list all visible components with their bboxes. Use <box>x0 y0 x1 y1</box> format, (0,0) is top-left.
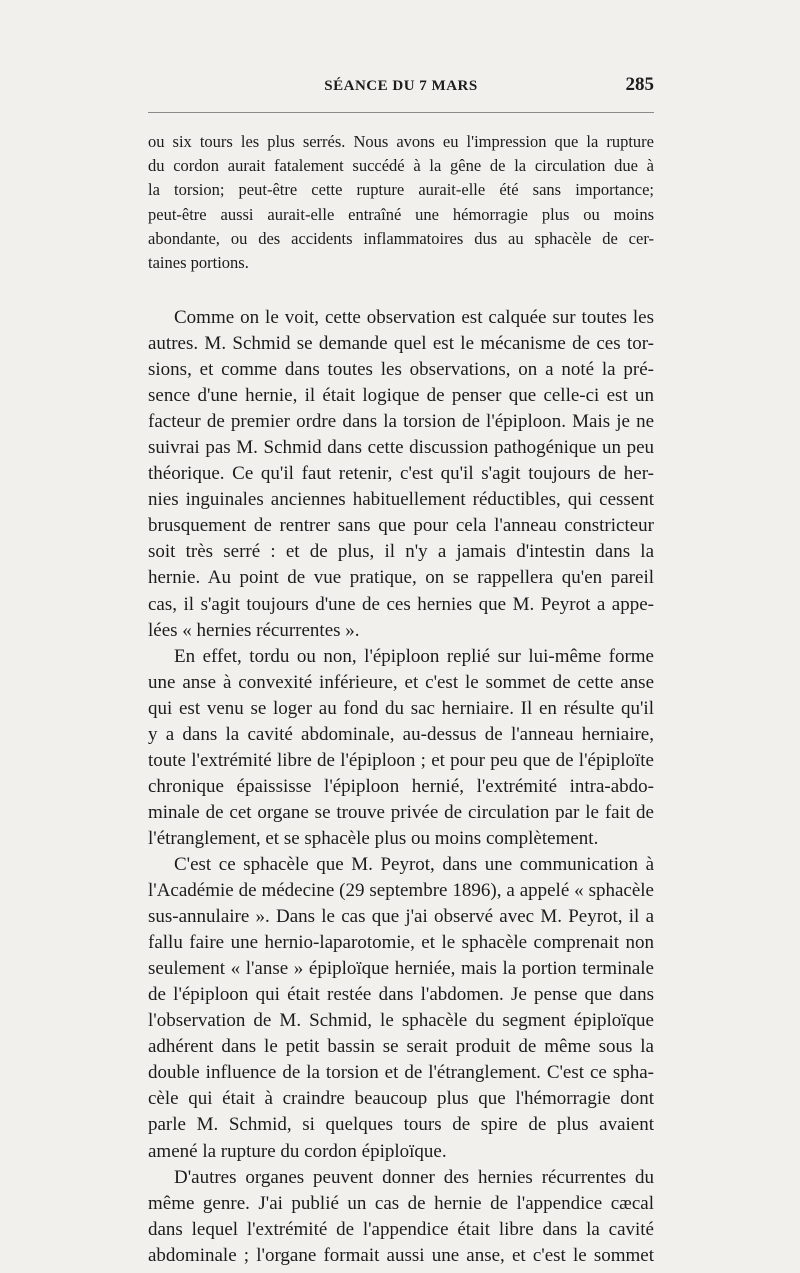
text-line: sions, et comme dans toutes les observations, on a noté la pré- <box>148 359 654 381</box>
text-line: cas, il s'agit toujours d'une de ces hernies que M. Peyrot a appe- <box>148 593 654 615</box>
text-line: toute l'extrémité libre de l'épiploon ; et pour peu que de l'épiploïte <box>148 749 654 771</box>
text-line: suivrai pas M. Schmid dans cette discussion pathogénique un peu <box>148 437 654 459</box>
text-line: adhérent dans le petit bassin se serait produit de même sous la <box>148 1036 654 1058</box>
small-print-paragraph <box>148 130 654 275</box>
text-line: peut-être aussi aurait-elle entraîné une hémorragie plus ou moins <box>148 204 654 224</box>
paragraph-1 <box>148 305 654 644</box>
text-line: théorique. Ce qu'il faut retenir, c'est qu'il s'agit toujours de her- <box>148 463 654 485</box>
text-line: la torsion; peut-être cette rupture aurait-elle été sans importance; <box>148 180 654 200</box>
text-line: fallu faire une hernio-laparotomie, et le sphacèle comprenait non <box>148 932 654 954</box>
text-line: parle M. Schmid, si quelques tours de spire de plus avaient <box>148 1114 654 1136</box>
text-line: facteur de premier ordre dans la torsion de l'épiploon. Mais je ne <box>148 411 654 433</box>
small-print-block <box>148 130 654 275</box>
body-text <box>148 305 654 1269</box>
paragraph-3 <box>148 852 654 1165</box>
text-line: D'autres organes peuvent donner des hernies récurrentes du <box>174 1166 654 1188</box>
text-line: minale de cet organe se trouve privée de circulation par le fait de <box>148 801 654 823</box>
paragraph-4 <box>148 1165 654 1269</box>
text-line: C'est ce sphacèle que M. Peyrot, dans une communication à <box>174 853 654 875</box>
page-number: 285 <box>625 74 654 95</box>
text-line: amené la rupture du cordon épiploïque. <box>148 1140 447 1162</box>
text-line: abdominale ; l'organe formait aussi une anse, et c'est le sommet <box>148 1244 654 1266</box>
text-line: l'étranglement, et se sphacèle plus ou moins complètement. <box>148 827 599 849</box>
text-line: une anse à convexité inférieure, et c'est le sommet de cette anse <box>148 671 654 693</box>
text-line: lées « hernies récurrentes ». <box>148 619 360 641</box>
text-line: Comme on le voit, cette observation est calquée sur toutes les <box>174 307 654 328</box>
text-line: hernie. Au point de vue pratique, on se rappellera qu'en pareil <box>148 567 654 589</box>
page-header <box>148 74 654 104</box>
text-line: cèle qui était à craindre beaucoup plus que l'hémorragie dont <box>148 1088 654 1110</box>
text-line: abondante, ou des accidents inflammatoires dus au sphacèle de cer- <box>148 228 654 248</box>
text-line: l'Académie de médecine (29 septembre 1896), a appelé « sphacèle <box>148 880 654 902</box>
text-line: seulement « l'anse » épiploïque herniée, mais la portion terminale <box>148 958 654 980</box>
paragraph-2 <box>148 644 654 852</box>
text-line: de l'épiploon qui était restée dans l'abdomen. Je pense que dans <box>148 984 654 1006</box>
text-line: dans lequel l'extrémité de l'appendice était libre dans la cavité <box>148 1218 654 1240</box>
text-line: l'observation de M. Schmid, le sphacèle du segment épiploïque <box>148 1010 654 1032</box>
text-line: du cordon aurait fatalement succédé à la gêne de la circulation due à <box>148 156 654 176</box>
text-line: double influence de la torsion et de l'étranglement. C'est ce spha- <box>148 1062 654 1084</box>
text-line: sence d'une hernie, il était logique de penser que celle-ci est un <box>148 385 654 407</box>
text-line: nies inguinales anciennes habituellement réductibles, qui cessent <box>148 489 654 511</box>
text-line: soit très serré : et de plus, il n'y a jamais d'intestin dans la <box>148 541 654 563</box>
text-line: sus-annulaire ». Dans le cas que j'ai observé avec M. Peyrot, il a <box>148 906 654 928</box>
text-line: En effet, tordu ou non, l'épiploon replié sur lui-même forme <box>174 645 654 667</box>
text-line: taines portions. <box>148 253 249 273</box>
header-rule <box>148 112 654 113</box>
text-line: ou six tours les plus serrés. Nous avons eu l'impression que la rupture <box>148 132 654 151</box>
text-line: brusquement de rentrer sans que pour cela l'anneau constricteur <box>148 515 654 537</box>
text-line: même genre. J'ai publié un cas de hernie de l'appendice cæcal <box>148 1192 654 1214</box>
running-head: SÉANCE DU 7 MARS <box>324 78 478 94</box>
text-line: autres. M. Schmid se demande quel est le mécanisme de ces tor- <box>148 333 654 355</box>
text-line: qui est venu se loger au fond du sac herniaire. Il en résulte qu'il <box>148 697 654 719</box>
text-line: y a dans la cavité abdominale, au-dessus de l'anneau herniaire, <box>148 723 654 745</box>
text-line: chronique épaississe l'épiploon hernié, l'extrémité intra-abdo- <box>148 775 654 797</box>
